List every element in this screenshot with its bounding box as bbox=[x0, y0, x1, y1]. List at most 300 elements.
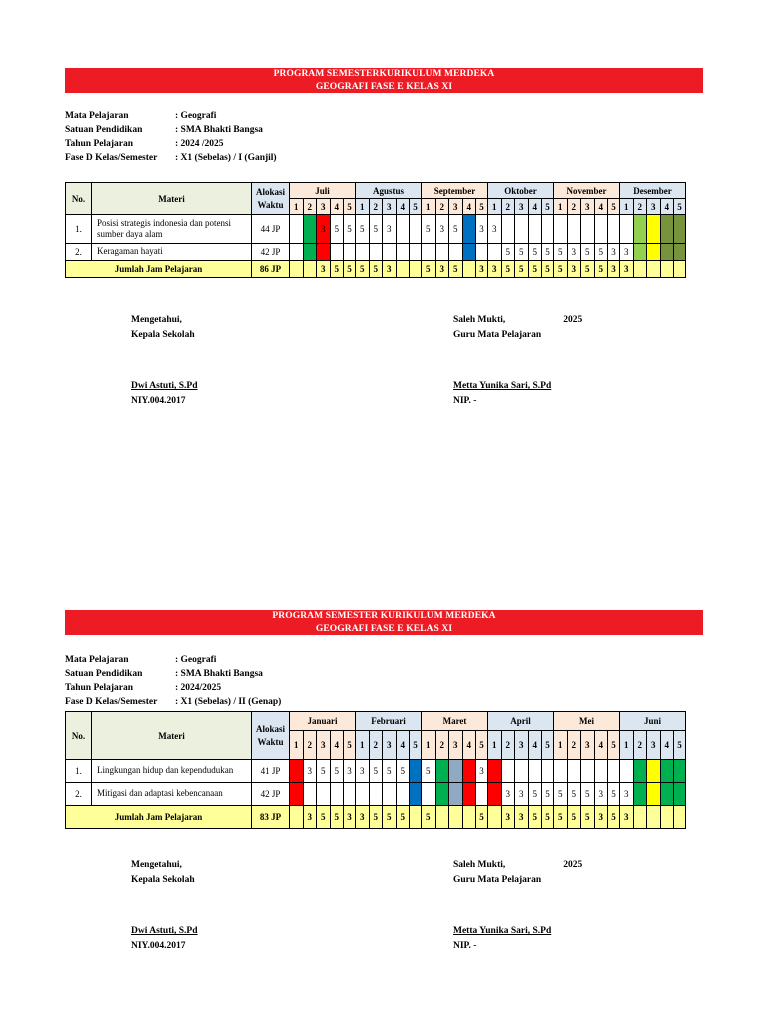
week-number: 3 bbox=[581, 731, 595, 760]
semester-1-info bbox=[65, 109, 277, 165]
row-number: 1. bbox=[66, 215, 92, 244]
total-week-cell bbox=[435, 806, 449, 829]
week-cell bbox=[647, 760, 661, 783]
week-number: 3 bbox=[449, 199, 463, 215]
total-week-cell bbox=[647, 806, 661, 829]
total-week-cell: 5 bbox=[330, 806, 344, 829]
info-value: : 2024/2025 bbox=[175, 683, 222, 693]
total-week-cell bbox=[410, 261, 422, 278]
week-number: 3 bbox=[317, 199, 331, 215]
header-materi: Materi bbox=[92, 183, 252, 215]
semester-1-title: PROGRAM SEMESTERKURIKULUM MERDEKA bbox=[273, 69, 495, 79]
month-header: April bbox=[488, 712, 554, 731]
semester-1-schedule-table bbox=[65, 182, 686, 278]
principal-title: Kepala Sekolah bbox=[131, 875, 195, 885]
week-number: 3 bbox=[383, 731, 397, 760]
week-cell bbox=[435, 244, 449, 261]
week-cell: 5 bbox=[501, 244, 515, 261]
week-number: 2 bbox=[633, 731, 647, 760]
week-number: 4 bbox=[330, 199, 344, 215]
header-no: No. bbox=[66, 712, 92, 760]
total-week-cell: 5 bbox=[369, 261, 383, 278]
row-number: 2. bbox=[66, 244, 92, 261]
week-cell bbox=[356, 783, 370, 806]
week-cell bbox=[633, 244, 647, 261]
week-number: 2 bbox=[369, 731, 383, 760]
week-cell: 3 bbox=[620, 244, 634, 261]
week-cell bbox=[290, 244, 304, 261]
week-cell: 5 bbox=[330, 760, 344, 783]
total-week-cell: 5 bbox=[330, 261, 344, 278]
week-number: 4 bbox=[594, 731, 608, 760]
total-week-cell: 5 bbox=[542, 261, 554, 278]
month-header: November bbox=[554, 183, 620, 199]
total-week-cell: 5 bbox=[356, 261, 370, 278]
week-cell: 5 bbox=[422, 760, 436, 783]
week-cell bbox=[344, 244, 356, 261]
week-cell bbox=[674, 244, 686, 261]
week-number: 1 bbox=[620, 199, 634, 215]
principal-title: Kepala Sekolah bbox=[131, 330, 195, 340]
week-cell bbox=[410, 783, 422, 806]
week-number: 5 bbox=[608, 731, 620, 760]
row-alokasi: 41 JP bbox=[252, 760, 290, 783]
week-cell bbox=[410, 244, 422, 261]
week-cell bbox=[462, 244, 476, 261]
week-number: 5 bbox=[674, 199, 686, 215]
week-cell bbox=[449, 760, 463, 783]
info-value: : Geografi bbox=[175, 655, 217, 665]
week-cell: 3 bbox=[608, 244, 620, 261]
week-cell: 3 bbox=[435, 215, 449, 244]
week-cell: 5 bbox=[515, 244, 529, 261]
week-cell bbox=[515, 215, 529, 244]
week-cell: 5 bbox=[344, 215, 356, 244]
semester-2-info bbox=[65, 653, 281, 709]
week-cell: 3 bbox=[476, 215, 488, 244]
total-week-cell: 5 bbox=[554, 261, 568, 278]
week-cell bbox=[542, 760, 554, 783]
week-cell bbox=[633, 215, 647, 244]
week-number: 4 bbox=[528, 731, 542, 760]
total-week-cell bbox=[303, 261, 317, 278]
week-cell bbox=[303, 244, 317, 261]
week-cell bbox=[488, 783, 502, 806]
total-week-cell bbox=[462, 806, 476, 829]
table-row bbox=[66, 244, 686, 261]
info-label: Tahun Pelajaran bbox=[65, 139, 134, 149]
week-cell: 5 bbox=[528, 783, 542, 806]
week-number: 1 bbox=[356, 199, 370, 215]
week-cell bbox=[476, 783, 488, 806]
info-label: Mata Pelajaran bbox=[65, 111, 129, 121]
week-cell bbox=[290, 215, 304, 244]
week-cell bbox=[567, 760, 581, 783]
header-no: No. bbox=[66, 183, 92, 215]
signature-right-1 bbox=[453, 313, 582, 409]
total-week-cell bbox=[488, 806, 502, 829]
week-cell bbox=[647, 215, 661, 244]
week-cell: 5 bbox=[581, 244, 595, 261]
total-week-cell: 5 bbox=[501, 261, 515, 278]
week-cell bbox=[488, 244, 502, 261]
week-cell bbox=[674, 215, 686, 244]
total-week-cell: 3 bbox=[356, 806, 370, 829]
semester-2-schedule-table bbox=[65, 711, 686, 829]
week-number: 5 bbox=[476, 199, 488, 215]
week-cell bbox=[462, 783, 476, 806]
week-cell bbox=[674, 760, 686, 783]
week-number: 3 bbox=[647, 199, 661, 215]
week-cell bbox=[647, 244, 661, 261]
total-label: Jumlah Jam Pelajaran bbox=[66, 261, 252, 278]
week-cell bbox=[435, 783, 449, 806]
total-week-cell: 5 bbox=[528, 261, 542, 278]
year-label: 2025 bbox=[563, 315, 583, 325]
week-number: 2 bbox=[633, 199, 647, 215]
week-number: 3 bbox=[581, 199, 595, 215]
week-number: 2 bbox=[501, 731, 515, 760]
total-week-cell bbox=[633, 806, 647, 829]
week-cell: 3 bbox=[567, 244, 581, 261]
teacher-title: Guru Mata Pelajaran bbox=[453, 330, 542, 340]
week-cell bbox=[356, 244, 370, 261]
week-cell bbox=[422, 244, 436, 261]
week-cell bbox=[422, 783, 436, 806]
week-cell bbox=[383, 244, 397, 261]
teacher-title: Guru Mata Pelajaran bbox=[453, 875, 542, 885]
info-value: : Geografi bbox=[175, 111, 217, 121]
principal-id: NIY.004.2017 bbox=[131, 396, 186, 406]
week-cell bbox=[594, 760, 608, 783]
row-number: 2. bbox=[66, 783, 92, 806]
week-number: 3 bbox=[449, 731, 463, 760]
principal-id: NIY.004.2017 bbox=[131, 941, 186, 951]
semester-2-subtitle: GEOGRAFI FASE E KELAS XI bbox=[315, 623, 453, 634]
week-cell bbox=[369, 244, 383, 261]
week-number: 5 bbox=[410, 199, 422, 215]
total-week-cell: 5 bbox=[422, 261, 436, 278]
week-cell: 5 bbox=[396, 760, 410, 783]
row-alokasi: 42 JP bbox=[252, 783, 290, 806]
total-week-cell: 5 bbox=[528, 806, 542, 829]
total-week-cell: 5 bbox=[317, 806, 331, 829]
week-number: 4 bbox=[330, 731, 344, 760]
teacher-id: NIP. - bbox=[453, 941, 477, 951]
total-alokasi: 83 JP bbox=[252, 806, 290, 829]
month-header: Juni bbox=[620, 712, 686, 731]
week-cell bbox=[396, 215, 410, 244]
week-cell bbox=[449, 783, 463, 806]
week-cell: 5 bbox=[554, 783, 568, 806]
week-cell bbox=[581, 760, 595, 783]
total-week-cell bbox=[449, 806, 463, 829]
semester-1-banner bbox=[65, 68, 703, 93]
total-week-cell: 5 bbox=[581, 261, 595, 278]
total-week-cell: 3 bbox=[594, 806, 608, 829]
week-cell: 5 bbox=[542, 783, 554, 806]
week-cell: 5 bbox=[554, 244, 568, 261]
week-cell: 5 bbox=[567, 783, 581, 806]
week-number: 1 bbox=[422, 731, 436, 760]
month-header: Juli bbox=[290, 183, 356, 199]
week-cell: 5 bbox=[608, 783, 620, 806]
week-cell bbox=[317, 783, 331, 806]
total-week-cell: 3 bbox=[608, 261, 620, 278]
week-cell: 3 bbox=[344, 760, 356, 783]
week-cell bbox=[317, 244, 331, 261]
row-materi: Mitigasi dan adaptasi kebencanaan bbox=[92, 783, 252, 806]
total-week-cell: 5 bbox=[554, 806, 568, 829]
place-label: Saleh Mukti, bbox=[453, 315, 506, 325]
info-value: : SMA Bhakti Bangsa bbox=[175, 669, 263, 679]
week-cell: 5 bbox=[594, 244, 608, 261]
week-cell bbox=[369, 783, 383, 806]
week-number: 5 bbox=[476, 731, 488, 760]
week-cell: 5 bbox=[356, 215, 370, 244]
signature-left-1 bbox=[131, 313, 198, 409]
row-alokasi: 42 JP bbox=[252, 244, 290, 261]
week-number: 4 bbox=[528, 199, 542, 215]
table-header-row bbox=[66, 183, 686, 199]
week-cell: 3 bbox=[515, 783, 529, 806]
week-cell bbox=[501, 760, 515, 783]
total-week-cell bbox=[660, 806, 674, 829]
week-number: 3 bbox=[383, 199, 397, 215]
week-number: 3 bbox=[515, 731, 529, 760]
month-header: September bbox=[422, 183, 488, 199]
week-cell bbox=[410, 760, 422, 783]
week-cell bbox=[633, 760, 647, 783]
week-cell bbox=[660, 215, 674, 244]
week-cell bbox=[462, 760, 476, 783]
week-cell bbox=[290, 760, 304, 783]
week-number: 1 bbox=[290, 731, 304, 760]
month-header: Mei bbox=[554, 712, 620, 731]
total-week-cell bbox=[410, 806, 422, 829]
acknowledged-label: Mengetahui, bbox=[131, 315, 182, 325]
week-cell bbox=[567, 215, 581, 244]
week-cell: 5 bbox=[369, 760, 383, 783]
week-cell bbox=[515, 760, 529, 783]
total-week-cell: 5 bbox=[608, 806, 620, 829]
info-label: Tahun Pelajaran bbox=[65, 683, 134, 693]
semester-1-subtitle: GEOGRAFI FASE E KELAS XI bbox=[315, 81, 453, 92]
week-cell bbox=[303, 783, 317, 806]
week-cell: 3 bbox=[383, 215, 397, 244]
info-value: : X1 (Sebelas) / I (Ganjil) bbox=[175, 153, 277, 163]
month-header: Oktober bbox=[488, 183, 554, 199]
week-cell: 5 bbox=[330, 215, 344, 244]
total-week-cell bbox=[647, 261, 661, 278]
week-cell bbox=[488, 760, 502, 783]
week-number: 2 bbox=[303, 199, 317, 215]
table-header-row bbox=[66, 712, 686, 731]
week-cell bbox=[674, 783, 686, 806]
info-value: : SMA Bhakti Bangsa bbox=[175, 125, 263, 135]
week-cell bbox=[620, 215, 634, 244]
week-cell bbox=[608, 760, 620, 783]
week-number: 1 bbox=[554, 199, 568, 215]
week-number: 5 bbox=[608, 199, 620, 215]
week-number: 4 bbox=[462, 199, 476, 215]
week-cell bbox=[647, 783, 661, 806]
total-week-cell bbox=[633, 261, 647, 278]
table-row bbox=[66, 783, 686, 806]
table-row bbox=[66, 760, 686, 783]
teacher-id: NIP. - bbox=[453, 396, 477, 406]
total-week-cell: 3 bbox=[435, 261, 449, 278]
signature-left-2 bbox=[131, 858, 198, 954]
header-materi: Materi bbox=[92, 712, 252, 760]
total-week-cell: 5 bbox=[542, 806, 554, 829]
week-number: 3 bbox=[515, 199, 529, 215]
week-cell bbox=[554, 215, 568, 244]
total-week-cell: 5 bbox=[476, 806, 488, 829]
row-materi: Keragaman hayati bbox=[92, 244, 252, 261]
total-row bbox=[66, 261, 686, 278]
principal-name: Dwi Astuti, S.Pd bbox=[131, 381, 198, 391]
week-number: 5 bbox=[410, 731, 422, 760]
header-alokasi: Alokasi Waktu bbox=[252, 183, 290, 215]
total-week-cell bbox=[660, 261, 674, 278]
week-cell bbox=[396, 244, 410, 261]
week-cell bbox=[554, 760, 568, 783]
total-week-cell: 5 bbox=[369, 806, 383, 829]
week-number: 4 bbox=[594, 199, 608, 215]
week-cell bbox=[620, 760, 634, 783]
month-header: Januari bbox=[290, 712, 356, 731]
total-week-cell bbox=[396, 261, 410, 278]
week-cell bbox=[303, 215, 317, 244]
week-number: 2 bbox=[303, 731, 317, 760]
week-cell bbox=[594, 215, 608, 244]
week-number: 2 bbox=[567, 731, 581, 760]
week-cell: 3 bbox=[317, 215, 331, 244]
place-label: Saleh Mukti, bbox=[453, 860, 506, 870]
week-cell bbox=[542, 215, 554, 244]
teacher-name: Metta Yunika Sari, S.Pd bbox=[453, 381, 552, 391]
total-week-cell bbox=[674, 806, 686, 829]
week-cell: 3 bbox=[620, 783, 634, 806]
info-value: : X1 (Sebelas) / II (Genap) bbox=[175, 697, 282, 707]
total-week-cell: 3 bbox=[567, 261, 581, 278]
signature-right-2 bbox=[453, 858, 582, 954]
header-alokasi: Alokasi Waktu bbox=[252, 712, 290, 760]
row-materi: Lingkungan hidup dan kependudukan bbox=[92, 760, 252, 783]
row-alokasi: 44 JP bbox=[252, 215, 290, 244]
month-header: Desember bbox=[620, 183, 686, 199]
total-week-cell: 3 bbox=[317, 261, 331, 278]
row-number: 1. bbox=[66, 760, 92, 783]
total-week-cell: 5 bbox=[383, 806, 397, 829]
info-label: Fase D Kelas/Semester bbox=[65, 153, 158, 163]
acknowledged-label: Mengetahui, bbox=[131, 860, 182, 870]
total-label: Jumlah Jam Pelajaran bbox=[66, 806, 252, 829]
row-materi: Posisi strategis indonesia dan potensi sumber daya alam bbox=[92, 215, 252, 244]
week-cell: 5 bbox=[581, 783, 595, 806]
week-number: 5 bbox=[344, 199, 356, 215]
week-number: 5 bbox=[344, 731, 356, 760]
week-number: 2 bbox=[567, 199, 581, 215]
week-cell bbox=[501, 215, 515, 244]
total-week-cell: 3 bbox=[488, 261, 502, 278]
total-week-cell bbox=[674, 261, 686, 278]
week-cell bbox=[660, 783, 674, 806]
week-number: 2 bbox=[435, 199, 449, 215]
info-label: Fase D Kelas/Semester bbox=[65, 697, 158, 707]
info-label: Mata Pelajaran bbox=[65, 655, 129, 665]
week-number: 1 bbox=[554, 731, 568, 760]
info-label: Satuan Pendidikan bbox=[65, 669, 143, 679]
total-week-cell: 5 bbox=[449, 261, 463, 278]
week-cell bbox=[410, 215, 422, 244]
total-week-cell: 5 bbox=[594, 261, 608, 278]
week-cell bbox=[290, 783, 304, 806]
week-cell: 3 bbox=[501, 783, 515, 806]
month-header: Februari bbox=[356, 712, 422, 731]
week-cell bbox=[528, 760, 542, 783]
total-week-cell: 3 bbox=[515, 806, 529, 829]
week-cell: 3 bbox=[303, 760, 317, 783]
week-cell bbox=[476, 244, 488, 261]
week-cell bbox=[449, 244, 463, 261]
semester-2-title: PROGRAM SEMESTER KURIKULUM MERDEKA bbox=[272, 611, 496, 621]
info-value: : 2024 /2025 bbox=[175, 139, 224, 149]
total-week-cell bbox=[462, 261, 476, 278]
week-number: 4 bbox=[396, 731, 410, 760]
week-cell bbox=[396, 783, 410, 806]
week-cell bbox=[383, 783, 397, 806]
week-cell bbox=[660, 244, 674, 261]
month-header: Agustus bbox=[356, 183, 422, 199]
week-cell bbox=[462, 215, 476, 244]
week-number: 4 bbox=[462, 731, 476, 760]
week-number: 2 bbox=[369, 199, 383, 215]
total-week-cell: 5 bbox=[396, 806, 410, 829]
total-week-cell: 5 bbox=[515, 261, 529, 278]
week-number: 1 bbox=[290, 199, 304, 215]
week-cell bbox=[528, 215, 542, 244]
week-number: 5 bbox=[542, 731, 554, 760]
week-number: 3 bbox=[317, 731, 331, 760]
total-alokasi: 86 JP bbox=[252, 261, 290, 278]
week-cell bbox=[344, 783, 356, 806]
week-number: 4 bbox=[396, 199, 410, 215]
week-number: 5 bbox=[674, 731, 686, 760]
week-number: 4 bbox=[660, 731, 674, 760]
week-cell bbox=[330, 783, 344, 806]
week-cell bbox=[660, 760, 674, 783]
week-number: 2 bbox=[501, 199, 515, 215]
total-week-cell: 3 bbox=[501, 806, 515, 829]
week-number: 2 bbox=[435, 731, 449, 760]
week-number: 3 bbox=[647, 731, 661, 760]
week-cell: 5 bbox=[542, 244, 554, 261]
total-week-cell bbox=[290, 261, 304, 278]
month-header: Maret bbox=[422, 712, 488, 731]
week-cell: 5 bbox=[317, 760, 331, 783]
total-week-cell: 5 bbox=[344, 261, 356, 278]
week-cell: 3 bbox=[594, 783, 608, 806]
week-cell bbox=[435, 760, 449, 783]
week-cell: 5 bbox=[383, 760, 397, 783]
week-number: 1 bbox=[356, 731, 370, 760]
week-cell: 5 bbox=[528, 244, 542, 261]
week-number: 1 bbox=[488, 199, 502, 215]
table-row bbox=[66, 215, 686, 244]
week-cell: 3 bbox=[488, 215, 502, 244]
